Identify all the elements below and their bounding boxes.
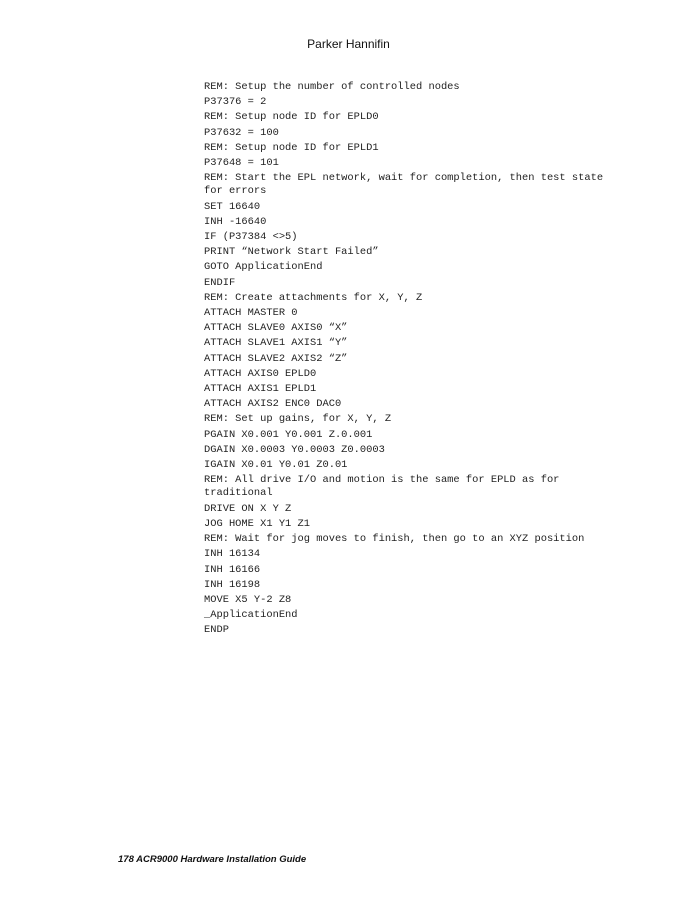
- code-line: P37648 = 101: [204, 157, 279, 170]
- code-line: DGAIN X0.0003 Y0.0003 Z0.0003: [204, 443, 385, 456]
- code-line: P37376 = 2: [204, 96, 267, 109]
- code-line: REM: Create attachments for X, Y, Z: [204, 291, 423, 304]
- code-line: PRINT “Network Start Failed”: [204, 246, 379, 259]
- code-line: REM: Setup node ID for EPLD0: [204, 111, 379, 124]
- code-line: ATTACH MASTER 0: [204, 307, 298, 320]
- code-line: ATTACH SLAVE2 AXIS2 “Z”: [204, 352, 348, 365]
- code-line: ATTACH SLAVE1 AXIS1 “Y”: [204, 337, 348, 350]
- code-line: IGAIN X0.01 Y0.01 Z0.01: [204, 459, 348, 472]
- page-footer: 178 ACR9000 Hardware Installation Guide: [118, 854, 307, 865]
- code-line: REM: All drive I/O and motion is the same for EPLD as for traditional: [204, 474, 566, 500]
- code-line: INH -16640: [204, 215, 267, 228]
- code-line: INH 16198: [204, 578, 261, 591]
- code-line: INH 16134: [204, 548, 261, 561]
- code-line: REM: Setup the number of controlled nodes: [204, 81, 460, 93]
- code-line: ENDIF: [204, 276, 236, 289]
- code-line: ATTACH AXIS1 EPLD1: [204, 383, 317, 396]
- code-line: ENDP: [204, 624, 229, 637]
- code-line: REM: Start the EPL network, wait for completion, then test state for errors: [204, 172, 610, 198]
- code-line: P37632 = 100: [204, 126, 279, 139]
- code-line: SET 16640: [204, 200, 261, 213]
- code-line: PGAIN X0.001 Y0.001 Z.0.001: [204, 428, 373, 441]
- code-listing: [204, 80, 610, 639]
- code-line: ATTACH AXIS0 EPLD0: [204, 367, 317, 380]
- code-line: MOVE X5 Y-2 Z8: [204, 593, 292, 606]
- code-line: REM: Wait for jog moves to finish, then go to an XYZ position: [204, 533, 585, 546]
- code-line: DRIVE ON X Y Z: [204, 502, 292, 515]
- code-line: ATTACH AXIS2 ENC0 DAC0: [204, 398, 342, 411]
- code-line: REM: Setup node ID for EPLD1: [204, 141, 379, 154]
- code-line: GOTO ApplicationEnd: [204, 261, 323, 274]
- page-header-title: Parker Hannifin: [307, 37, 390, 51]
- code-line: IF (P37384 <>5): [204, 231, 298, 244]
- code-line: REM: Set up gains, for X, Y, Z: [204, 413, 392, 426]
- code-line: INH 16166: [204, 563, 261, 576]
- code-line: JOG HOME X1 Y1 Z1: [204, 517, 311, 530]
- code-line: _ApplicationEnd: [204, 609, 298, 622]
- code-line: ATTACH SLAVE0 AXIS0 “X”: [204, 322, 348, 335]
